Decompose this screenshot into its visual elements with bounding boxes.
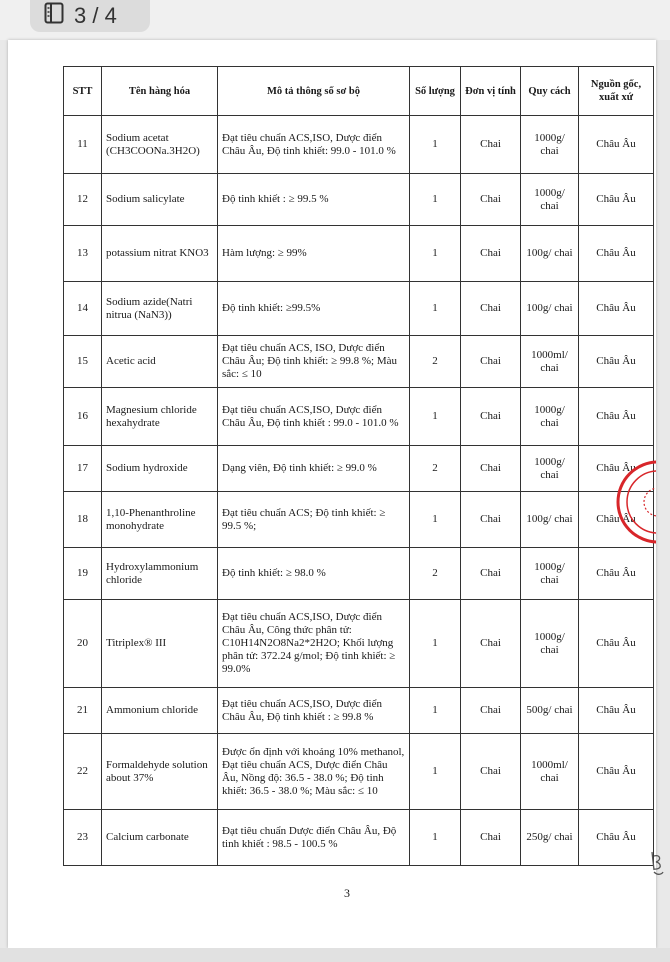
- cell-stt: 16: [64, 388, 102, 446]
- cell-desc: Đạt tiêu chuẩn ACS,ISO, Dược điển Châu Âu, Độ tinh khiết : ≥ 99.8 %: [218, 688, 410, 734]
- cell-qty: 1: [410, 174, 461, 226]
- cell-origin: Châu Âu: [579, 116, 654, 174]
- cell-desc: Hàm lượng: ≥ 99%: [218, 226, 410, 282]
- cell-unit: Chai: [461, 810, 521, 866]
- cell-qty: 1: [410, 734, 461, 810]
- cell-pack: 100g/ chai: [521, 226, 579, 282]
- header-pack: Quy cách: [521, 67, 579, 116]
- cell-stt: 14: [64, 282, 102, 336]
- table-row: [64, 548, 654, 600]
- cell-stt: 19: [64, 548, 102, 600]
- cell-unit: Chai: [461, 388, 521, 446]
- cell-desc: Đạt tiêu chuẩn Dược điển Châu Âu, Độ tinh khiết : 98.5 - 100.5 %: [218, 810, 410, 866]
- table-header-row: [64, 67, 654, 116]
- cell-pack: 1000ml/ chai: [521, 734, 579, 810]
- page-indicator-text: 3 / 4: [74, 3, 117, 28]
- table-row: [64, 226, 654, 282]
- cell-origin: Châu Âu: [579, 226, 654, 282]
- cell-unit: Chai: [461, 600, 521, 688]
- cell-qty: 1: [410, 282, 461, 336]
- table-row: [64, 600, 654, 688]
- cell-desc: Độ tinh khiết: ≥ 98.0 %: [218, 548, 410, 600]
- cell-qty: 2: [410, 446, 461, 492]
- cell-origin: Châu Âu: [579, 388, 654, 446]
- cell-unit: Chai: [461, 688, 521, 734]
- cell-pack: 1000g/ chai: [521, 446, 579, 492]
- table-row: [64, 688, 654, 734]
- cell-pack: 1000ml/ chai: [521, 336, 579, 388]
- cell-name: Sodium salicylate: [102, 174, 218, 226]
- cell-name: 1,10-Phenanthroline monohydrate: [102, 492, 218, 548]
- red-seal-stamp: [612, 458, 656, 546]
- cell-qty: 1: [410, 688, 461, 734]
- cell-unit: Chai: [461, 446, 521, 492]
- table-row: [64, 446, 654, 492]
- cell-qty: 1: [410, 810, 461, 866]
- cell-qty: 2: [410, 548, 461, 600]
- cell-unit: Chai: [461, 492, 521, 548]
- cell-unit: Chai: [461, 734, 521, 810]
- cell-pack: 500g/ chai: [521, 688, 579, 734]
- table-row: [64, 116, 654, 174]
- cell-name: Magnesium chloride hexahydrate: [102, 388, 218, 446]
- cell-name: potassium nitrat KNO3: [102, 226, 218, 282]
- cell-qty: 1: [410, 226, 461, 282]
- cell-stt: 17: [64, 446, 102, 492]
- cell-desc: Dạng viên, Độ tinh khiết: ≥ 99.0 %: [218, 446, 410, 492]
- table-row: [64, 388, 654, 446]
- chemicals-table: [63, 66, 654, 866]
- cell-qty: 1: [410, 600, 461, 688]
- cell-name: Formaldehyde solution about 37%: [102, 734, 218, 810]
- page-indicator[interactable]: [30, 0, 150, 32]
- cell-pack: 1000g/ chai: [521, 116, 579, 174]
- document-page: [8, 40, 656, 948]
- header-stt: STT: [64, 67, 102, 116]
- header-desc: Mô tả thông số sơ bộ: [218, 67, 410, 116]
- table-row: [64, 810, 654, 866]
- table-row: [64, 734, 654, 810]
- cell-origin: Châu Âu: [579, 734, 654, 810]
- cell-desc: Đạt tiêu chuẩn ACS; Độ tinh khiết: ≥ 99.5 %;: [218, 492, 410, 548]
- cell-pack: 1000g/ chai: [521, 548, 579, 600]
- cell-pack: 1000g/ chai: [521, 600, 579, 688]
- cell-unit: Chai: [461, 174, 521, 226]
- cell-unit: Chai: [461, 226, 521, 282]
- cell-name: Ammonium chloride: [102, 688, 218, 734]
- table-row: [64, 282, 654, 336]
- cell-name: Sodium azide(Natri nitrua (NaN3)): [102, 282, 218, 336]
- cell-qty: 1: [410, 492, 461, 548]
- page-number: 3: [344, 886, 350, 900]
- cell-name: Titriplex® III: [102, 600, 218, 688]
- cell-origin: Châu Âu: [579, 600, 654, 688]
- header-name: Tên hàng hóa: [102, 67, 218, 116]
- cell-origin: Châu Âu: [579, 688, 654, 734]
- cell-qty: 1: [410, 116, 461, 174]
- cell-pack: 1000g/ chai: [521, 174, 579, 226]
- cell-origin: Châu Âu: [579, 282, 654, 336]
- cell-origin: Châu Âu: [579, 336, 654, 388]
- cell-pack: 100g/ chai: [521, 282, 579, 336]
- cell-origin: Châu Âu: [579, 810, 654, 866]
- cell-name: Sodium hydroxide: [102, 446, 218, 492]
- cell-desc: Độ tinh khiết: ≥99.5%: [218, 282, 410, 336]
- cell-pack: 1000g/ chai: [521, 388, 579, 446]
- cell-stt: 12: [64, 174, 102, 226]
- viewer-bottom-bar: [0, 948, 670, 962]
- cell-desc: Được ổn định với khoảng 10% methanol, Đạt tiêu chuẩn ACS, Dược điển Châu Âu, Nồng độ: 36.5 - 38.0 %; Độ tinh khiết: 36.5 - 38.0 %; Màu sắc: ≤ 10: [218, 734, 410, 810]
- cell-unit: Chai: [461, 336, 521, 388]
- cell-unit: Chai: [461, 548, 521, 600]
- cell-stt: 11: [64, 116, 102, 174]
- cell-stt: 21: [64, 688, 102, 734]
- cell-desc: Đạt tiêu chuẩn ACS, ISO, Dược điển Châu Âu; Độ tinh khiết: ≥ 99.8 %; Màu sắc: ≤ 10: [218, 336, 410, 388]
- page-list-icon[interactable]: [44, 2, 64, 30]
- header-qty: Số lượng: [410, 67, 461, 116]
- cell-desc: Độ tinh khiết : ≥ 99.5 %: [218, 174, 410, 226]
- table-row: [64, 492, 654, 548]
- handwritten-initial: [648, 848, 666, 878]
- cell-desc: Đạt tiêu chuẩn ACS,ISO, Dược điển Châu Âu, Độ tinh khiết : 99.0 - 101.0 %: [218, 388, 410, 446]
- header-unit: Đơn vị tính: [461, 67, 521, 116]
- table-row: [64, 174, 654, 226]
- cell-stt: 15: [64, 336, 102, 388]
- cell-name: Hydroxylammonium chloride: [102, 548, 218, 600]
- cell-name: Calcium carbonate: [102, 810, 218, 866]
- cell-stt: 13: [64, 226, 102, 282]
- cell-origin: Châu Âu: [579, 446, 654, 492]
- cell-origin: Châu Âu: [579, 174, 654, 226]
- cell-desc: Đạt tiêu chuẩn ACS,ISO, Dược điển Châu Âu, Công thức phân tử: C10H14N2O8Na2*2H2O; Khối lượng phân tử: 372.24 g/mol; Độ tinh khiết: ≥ 99.0%: [218, 600, 410, 688]
- cell-pack: 250g/ chai: [521, 810, 579, 866]
- cell-qty: 1: [410, 388, 461, 446]
- cell-pack: 100g/ chai: [521, 492, 579, 548]
- cell-stt: 23: [64, 810, 102, 866]
- cell-name: Acetic acid: [102, 336, 218, 388]
- cell-stt: 18: [64, 492, 102, 548]
- cell-desc: Đạt tiêu chuẩn ACS,ISO, Dược điển Châu Âu, Độ tinh khiết: 99.0 - 101.0 %: [218, 116, 410, 174]
- cell-name: Sodium acetat (CH3COONa.3H2O): [102, 116, 218, 174]
- cell-unit: Chai: [461, 116, 521, 174]
- cell-unit: Chai: [461, 282, 521, 336]
- table-row: [64, 336, 654, 388]
- cell-stt: 20: [64, 600, 102, 688]
- cell-origin: Châu Âu: [579, 492, 654, 548]
- cell-stt: 22: [64, 734, 102, 810]
- header-origin: Nguồn gốc, xuất xứ: [579, 67, 654, 116]
- cell-origin: Châu Âu: [579, 548, 654, 600]
- cell-qty: 2: [410, 336, 461, 388]
